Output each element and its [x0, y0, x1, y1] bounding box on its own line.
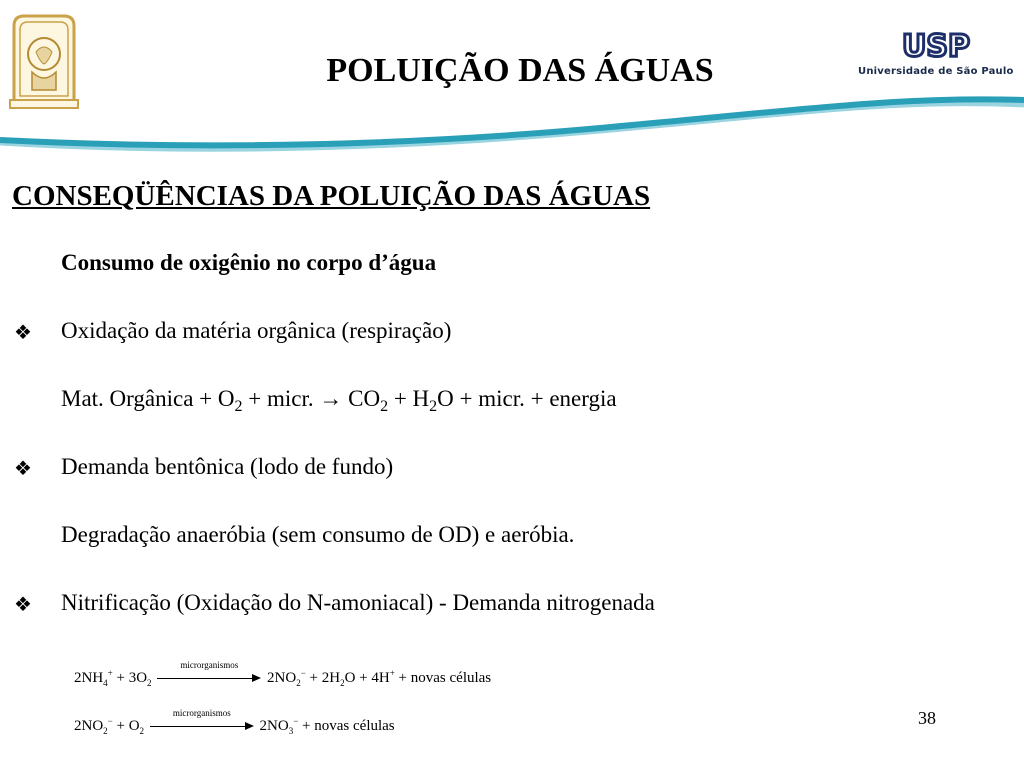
equation-nitritation: $2NH_4^+ + 3O_2$ microrganismos $2NO_2^- + 2H_2O + 4H^+$ + novas células — [74, 659, 492, 688]
equation-nitratation: $2NO_2^- + O_2$ microrganismos $2NO_3^-$ + novas células — [74, 707, 395, 736]
page-number: 38 — [918, 708, 936, 728]
section-title: CONSEQÜÊNCIAS DA POLUIÇÃO DAS ÁGUAS — [12, 180, 651, 212]
university-name: Universidade de São Paulo — [858, 66, 1014, 77]
bullet-detail-2: Degradação anaeróbia (sem consumo de OD) e aeróbia. — [61, 522, 575, 547]
reaction-arrow-icon: microrganismos — [157, 672, 261, 686]
bullet-text-2: Demanda bentônica (lodo de fundo) — [61, 454, 394, 479]
reaction-arrow-icon: microrganismos — [150, 720, 254, 734]
bullet-diamond-icon: ❖ — [14, 322, 32, 344]
page-title: POLUIÇÃO DAS ÁGUAS — [326, 52, 714, 89]
svg-text:USP: USP — [902, 29, 970, 62]
subtitle: Consumo de oxigênio no corpo d’água — [61, 250, 437, 275]
decorative-wave — [0, 90, 1024, 160]
bullet-diamond-icon: ❖ — [14, 458, 32, 480]
bullet-diamond-icon: ❖ — [14, 594, 32, 616]
bullet-text-1: Oxidação da matéria orgânica (respiração) — [61, 318, 452, 343]
reaction-respiration: Mat. Orgânica + $O_2$ + micr. → $CO_2 + H_2O$ + micr. + energia — [61, 386, 617, 415]
bullet-text-3: Nitrificação (Oxidação do N-amoniacal) - Demanda nitrogenada — [61, 590, 655, 615]
